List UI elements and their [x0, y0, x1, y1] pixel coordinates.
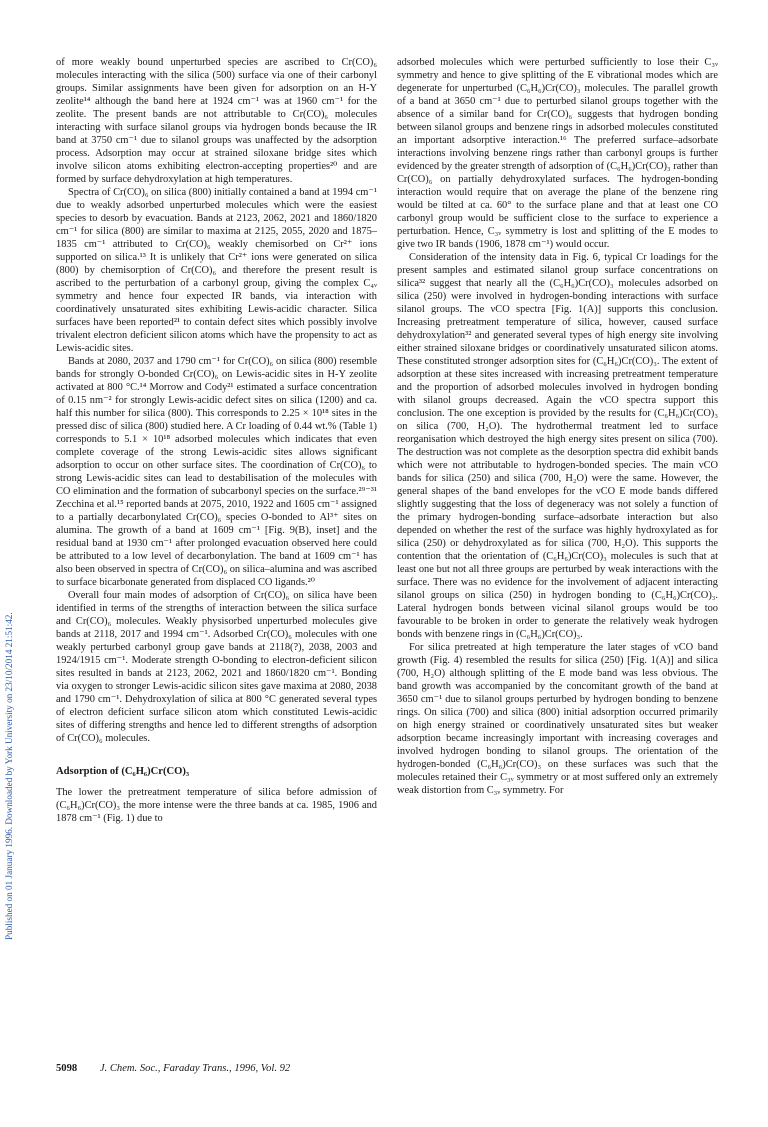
page-number: 5098	[56, 1063, 78, 1074]
paragraph: Consideration of the intensity data in Fig. 6, typical Cr loadings for the present samples and estimated silanol group surface concentrations on silica³² suggest that nearly all the (C₆H₆)Cr(CO)₃ molecules adsorbed on silica (250) were involved in hydrogen-bonding interactions with surface silanol groups. The νCO spectra [Fig. 1(A)] supports this conclusion. Increasing pretreatment temperature of silica, however, caused surface dehydroxylation³² and generated several types of high energy site involving either strained siloxane bridges or coordinatively unsaturated silicon atoms. These constituted stronger adsorption sites for (C₆H₆)Cr(CO)₃. The extent of adsorption at these sites increased with increasing pretreatment temperature and the proportion of adsorbed molecules involved in hydrogen bonding with silanol groups decreased. Again the νCO spectra support this conclusion. The one exception is provided by the results for (C₆H₆)Cr(CO)₃ on silica (700, H₂O). The hydrothermal treatment led to surface reorganisation which destroyed the high energy sites present on silica (700). The destruction was not complete as the desorption spectra did exhibit bands which were not attributable to hydrogen-bonded species. The main νCO bands for silica (250) and silica (700, H₂O) were the same. However, the general shapes of the band envelopes for the νCO E mode bands differed slightly suggesting that the loss of degeneracy was not solely a function of the primary hydrogen-bonding surface–adsorbate interaction but also depended on whether the rest of the surface was highly hydroxylated as for silica (250) or dehydroxylated as for silica (700, H₂O). This supports the contention that the orientation of (C₆H₆)Cr(CO)₃ molecules is such that at least one but not all three groups are perturbed by weak interactions with the surface. There was no evidence for the involvement of adjacent interacting silanol groups on silica (250) in hydrogen bonding to (C₆H₆)Cr(CO)₃. Lateral hydrogen bonds between vicinal silanol groups would be too favourable to be broken in order to generate the relatively weak hydrogen bonds with benzene rings in (C₆H₆)Cr(CO)₃.	[397, 252, 718, 640]
paragraph: Overall four main modes of adsorption of Cr(CO)₆ on silica have been identified in terms of the strengths of interaction between the silica surface and Cr(CO)₆ molecules. Weakly physisorbed unperturbed molecules give bands at 2118, 2017 and 1994 cm⁻¹. Adsorbed Cr(CO)₆ molecules with one weakly perturbed carbonyl group gave bands at 2118(?), 2038, 2003 and 1924/1915 cm⁻¹. Moderate strength O-bonding to electron-deficient silicon sites resulted in bands at 2123, 2062, 2021 and 1860/1820 cm⁻¹. Bonding via oxygen to stronger Lewis-acidic silicon sites gave maxima at 2080, 2038 and 1790 cm⁻¹. Dehydroxylation of silica at 800 °C generated several types of electron deficient surface silicon atom which constituted Lewis-acidic sites of differing strengths and hence led to different strengths of adsorption of Cr(CO)₆ molecules.	[56, 590, 377, 744]
paragraph: For silica pretreated at high temperature the later stages of νCO band growth (Fig. 4) resembled the results for silica (250) [Fig. 1(A)] and silica (700, H₂O) although splitting of the E mode band was less obvious. The band growth was accompanied by the concomitant growth of the band at 3650 cm⁻¹ due to silanol groups perturbed by hydrogen bonding to benzene rings. On silica (700) and silica (800) initial adsorption occurred primarily on high energy strained or coordinatively unsaturated sites but weaker adsorption became increasingly important with increasing coverages and involved hydrogen bonding to silanol groups. The orientation of the hydrogen-bonded (C₆H₆)Cr(CO)₃ on these surfaces was such that the molecules retained their C₃ᵥ symmetry or at most suffered only an extremely weak distortion from C₃ᵥ symmetry. For	[397, 642, 718, 796]
paragraph: of more weakly bound unperturbed species are ascribed to Cr(CO)₆ molecules interacting with the silica (500) surface via one of their carbonyl groups. Similar assignments have been given for adsorption on an H-Y zeolite¹⁴ although the band here at 1924 cm⁻¹ was at 1960 cm⁻¹ for the zeolite. The present bands are not attributable to Cr(CO)₆ molecules interacting with surface silanol groups via hydrogen bonds because the IR band at 3750 cm⁻¹ due to silanol groups was unaffected by the adsorption process. Adsorption may occur at strained siloxane bridge sites which involve silicon atoms exhibiting electron-accepting properties²⁰ and are formed by surface dehydroxylation at high temperatures.	[56, 57, 377, 185]
journal-citation: J. Chem. Soc., Faraday Trans., 1996, Vol. 92	[99, 1063, 291, 1074]
paragraph: Spectra of Cr(CO)₆ on silica (800) initially contained a band at 1994 cm⁻¹ due to weakly adsorbed unperturbed molecules which were the easiest species to desorb by evacuation. Bands at 2123, 2062, 2021 and 1860/1820 cm⁻¹ for silica (800) are similar to maxima at 2125, 2055, 2020 and 1875–1835 cm⁻¹ attributed to Cr(CO)₆ weakly chemisorbed on Cr²⁺ ions supported on silica.¹³ It is unlikely that Cr²⁺ ions were generated on silica (800) by chemisorption of Cr(CO)₆ and therefore the present result is ascribed to the perturbation of a carbonyl group, giving the complex C₄ᵥ symmetry and hence four expected IR bands, via interaction with coordinatively unsaturated sites exhibiting Lewis-acidic character. Silica surfaces have been reported²¹ to contain defect sites which possibly involve trivalent electron deficient silicon atoms which have the propensity to act as Lewis-acidic sites.	[56, 187, 377, 354]
paragraph: The lower the pretreatment temperature of silica before admission of (C₆H₆)Cr(CO)₃ the more intense were the three bands at ca. 1985, 1906 and 1878 cm⁻¹ (Fig. 1) due to	[56, 787, 377, 824]
section-heading: Adsorption of (C₆H₆)Cr(CO)₃	[56, 766, 190, 777]
download-notice: Published on 01 January 1996. Downloaded by York University on 23/10/2014 21:51:42.	[4, 612, 14, 940]
paragraph: Bands at 2080, 2037 and 1790 cm⁻¹ for Cr(CO)₆ on silica (800) resemble bands for strongly O-bonded Cr(CO)₆ on Lewis-acidic sites in H-Y zeolite activated at 800 °C.¹⁴ Morrow and Cody²¹ estimated a surface concentration of 0.15 nm⁻² for strongly Lewis-acidic defect sites on silica (1200) and ca. half this number for silica (800). This corresponds to 2.25 × 10¹⁸ sites in the pressed disc of silica (800) studied here. A Cr loading of 0.44 wt.% (Table 1) corresponds to 5.1 × 10¹⁸ adsorbed molecules which indicates that even complete coverage of the strong Lewis-acidic sites allows significant adsorption to occur on other surface sites. The coordination of Cr(CO)₆ to strong Lewis-acidic sites can lead to destabilisation of the molecules with CO elimination and the formation of subcarbonyl species on the surface.²⁹⁻³¹ Zecchina et al.¹⁵ reported bands at 2075, 2010, 1922 and 1605 cm⁻¹ assigned to a partially decarbonylated Cr(CO)₆ species O-bonded to Al³⁺ sites on alumina. The growth of a band at 1609 cm⁻¹ [Fig. 9(B), inset] and the residual band at 1930 cm⁻¹ after prolonged evacuation observed here could be attributed to a low level of decarbonylation. The band at 1609 cm⁻¹ has also been observed in spectra of Cr(CO)₆ on silica–alumina and was ascribed to surface bicarbonate generated from displaced CO ligands.²⁰	[56, 356, 377, 588]
right-column	[397, 56, 718, 797]
page-footer	[56, 1063, 290, 1074]
paragraph: adsorbed molecules which were perturbed sufficiently to lose their C₃ᵥ symmetry and hence to give splitting of the E vibrational modes which are degenerate for unperturbed (C₆H₆)Cr(CO)₃ molecules. The parallel growth of a band at 3650 cm⁻¹ due to perturbed silanol groups together with the absence of a similar band for Cr(CO)₆ suggests that hydrogen bonding between silanol groups and benzene rings in adsorbed molecules constituted an important adsorptive interaction.¹⁶ The preferred surface–adsorbate interactions involving benzene rings rather than carbonyl groups is further evidenced by the greater strength of adsorption of (C₆H₆)Cr(CO)₃ rather than Cr(CO)₆ on partially dehydroxylated surfaces. The hydrogen-bonding interaction would require that on average the plane of the benzene ring would be tilted at ca. 60° to the surface plane and that at least one CO carbonyl group would be sufficient close to the surface to experience a perturbation. Hence, C₃ᵥ symmetry is lost and splitting of the E modes to give two IR bands (1906, 1878 cm⁻¹) would occur.	[397, 57, 718, 250]
left-column	[56, 56, 377, 825]
